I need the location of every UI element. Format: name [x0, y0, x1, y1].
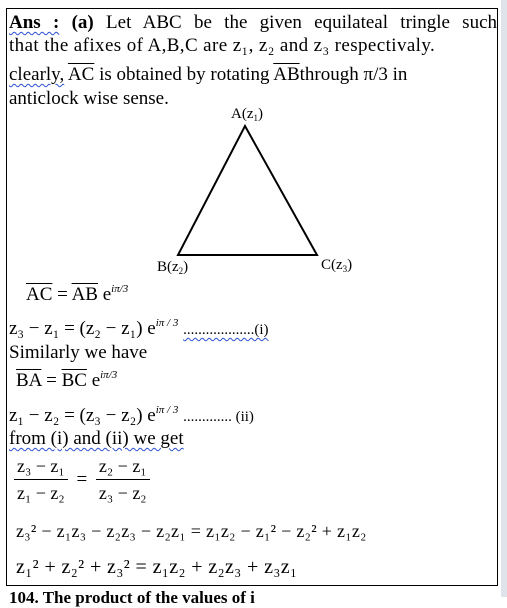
from-text: from (i) and (ii) we get — [9, 428, 184, 449]
next-question-cut: 104. The product of the values of i — [9, 588, 255, 607]
fraction-left: $\frac{\text{z₃ − z₁}}{\text{z₁ − z₂}}$ — [14, 456, 68, 503]
vertex-a-label: $A(z_1)$ — [231, 106, 263, 123]
vertex-b-label: $B(z_2)$ — [157, 259, 189, 276]
equation-vector-ba: $\overline{BA} = \overline{BC}$ $e^{i\pi/3}$ — [16, 369, 118, 391]
intro-text-1: Let ABC be the given equilateal tringle such — [106, 12, 498, 33]
final-equation: z₁² + z₂² + z₃² = z₁z₂ + z₂z₃ + z₃z₁ — [16, 556, 298, 578]
answer-line-4: anticlock wise sense. — [9, 88, 169, 109]
similarly-text: Similarly we have — [9, 342, 148, 363]
rotation-text-2: through π/3 in — [299, 64, 408, 85]
answer-line-2: that the afixes of A,B,C are z₁, z₂ and z₃ respectivaly. — [9, 35, 436, 56]
vector-ab: $\overline{AB}$ — [273, 64, 300, 85]
expanded-equation: z₃² − z₁z₃ − z₂z₃ − z₂z₁ = z₁z₂ − z₁² − z₂² + z₁z₂ — [16, 521, 367, 541]
vector-ac: $\overline{AC}$ — [67, 64, 95, 85]
scrollbar[interactable] — [501, 0, 507, 597]
equilateral-triangle — [178, 126, 317, 255]
triangle-figure — [170, 122, 330, 262]
part-label: (a) — [71, 12, 94, 33]
clearly-word: clearly, — [9, 64, 65, 85]
fraction-equation: $\frac{\text{z₃ − z₁}}{\text{z₁ − z₂}}$ = $\frac{\text{z₂ − z₁}}{\text{z₃ − z₂}}$ — [14, 456, 150, 503]
rotation-text-1: is obtained by rotating — [99, 64, 270, 85]
equation-ii: z₁ − z₂ = (z₃ − z₂) $e^{i\pi / 3}$ ............. (ii) — [9, 404, 254, 426]
fraction-right: $\frac{\text{z₂ − z₁}}{\text{z₃ − z₂}}$ — [96, 456, 150, 503]
equation-vector-ac: $\overline{AC} = \overline{AB}$ $e^{i\pi/3}$ — [26, 283, 129, 305]
answer-line-1 — [9, 12, 497, 34]
vertex-c-label: $C(z_3)$ — [321, 257, 353, 274]
equation-i: z₃ − z₁ = (z₂ − z₁) $e^{i\pi / 3}$ ...................(i) — [9, 317, 269, 339]
answer-line-3 — [9, 64, 407, 86]
ans-label: Ans : — [9, 12, 60, 33]
